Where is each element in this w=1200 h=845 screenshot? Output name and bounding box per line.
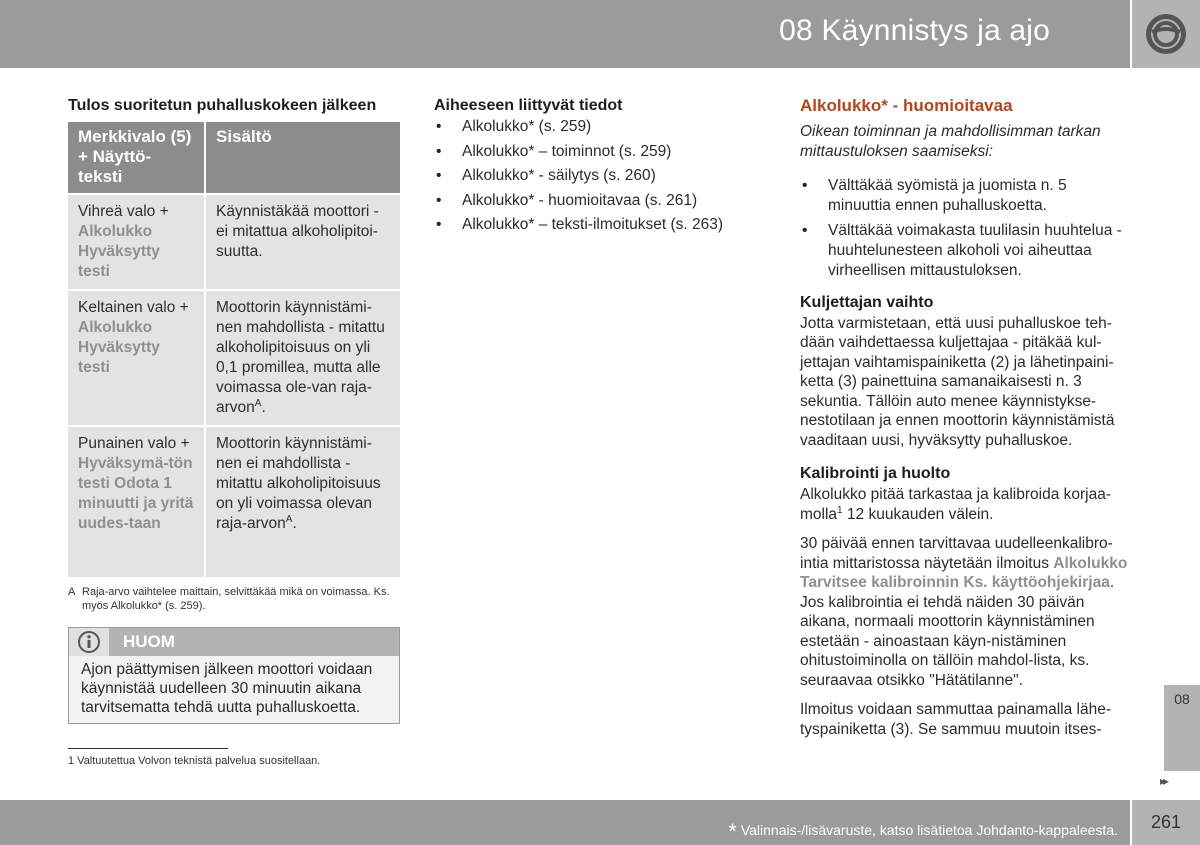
page-footer bbox=[0, 800, 1130, 845]
table-row bbox=[68, 194, 400, 290]
light-label: Vihreä valo + bbox=[78, 203, 169, 220]
page-footnote: 1 Valtuutettua Volvon teknistä palvelua suositellaan. bbox=[68, 755, 321, 767]
note-body: Ajon päättymisen jälkeen moottori voidaan käynnistää uudelleen 30 minuutin aikana tarvitsematta tehdä uutta puhalluskoetta. bbox=[69, 656, 399, 723]
chapter-title: 08 Käynnistys ja ajo bbox=[779, 14, 1050, 47]
calibration-text-tail: 12 kuukauden välein. bbox=[842, 505, 994, 523]
table-cell-light bbox=[68, 426, 205, 577]
related-heading: Aiheeseen liittyvät tiedot bbox=[434, 97, 623, 114]
footnote-divider bbox=[68, 748, 228, 749]
display-message: Alkolukko Tarvitsee kalibroinnin Ks. käyttöohjekirjaa bbox=[800, 554, 1128, 591]
related-link[interactable]: • Alkolukko* - huomioitavaa (s. 261) bbox=[434, 191, 764, 211]
result-table bbox=[68, 122, 400, 577]
related-link[interactable]: • Alkolukko* – toiminnot (s. 259) bbox=[434, 142, 764, 162]
list-item: • Välttäkää syömistä ja juomista n. 5 minuuttia ennen puhalluskoetta. bbox=[800, 176, 1132, 216]
page-number: 261 bbox=[1132, 800, 1200, 845]
calibration-heading: Kalibrointi ja huolto bbox=[800, 465, 951, 482]
content-text: Moottorin käynnistämi-nen ei mahdollista - mitattu alkoholipitoisuus on yli voimassa olevan raja-arvon bbox=[216, 435, 381, 532]
info-icon bbox=[69, 628, 109, 656]
notice-text: 30 päivää ennen tarvittavaa uudelleenkalibro-intia mittaristossa näytetään ilmoitus bbox=[800, 535, 1113, 572]
chapter-side-tab[interactable] bbox=[1164, 685, 1200, 771]
driver-change-heading: Kuljettajan vaihto bbox=[800, 293, 934, 311]
side-tab-label: 08 bbox=[1174, 691, 1190, 707]
driver-change-text: Jotta varmistetaan, että uusi puhalluskoe teh-dään vaihdettaessa kuljettajaa - pitäkää kul-jettajan vaihtamispainiketta (2) ja lähetinpaini-ketta (3) painettuina samanaikaisesti n. 3 sekuntia. Tällöin auto menee käynnistykse-nestotilaan ja ennen moottorin käynnistämistä vaaditaan uusi, hyväksytty puhalluskoe. bbox=[800, 314, 1115, 449]
page-header bbox=[0, 0, 1130, 68]
table-row bbox=[68, 290, 400, 426]
continue-arrows-icon: ▸▸ bbox=[1160, 774, 1167, 788]
steering-wheel-icon bbox=[1144, 12, 1188, 56]
note-header bbox=[69, 628, 399, 656]
list-item: • Välttäkää voimakasta tuulilasin huuhtelua - huuhtelunesteen alkoholi voi aiheuttaa virheellisen mittaustuloksen. bbox=[800, 221, 1132, 281]
table-footnote bbox=[68, 585, 400, 613]
content-tail: . bbox=[292, 515, 297, 532]
related-list bbox=[434, 117, 764, 235]
table-footnote-text: Raja-arvo vaihtelee maittain, selvittäkää mikä on voimassa. Ks. myös Alkolukko* (s. 259). bbox=[82, 586, 390, 612]
calibration-paragraph bbox=[800, 485, 1132, 524]
section-intro: Oikean toiminnan ja mahdollisimman tarkan mittaustuloksen saamiseksi: bbox=[800, 123, 1101, 160]
table-cell-light bbox=[68, 290, 205, 426]
table-cell-content bbox=[205, 290, 400, 426]
footnote-ref: A bbox=[254, 397, 262, 409]
content-text: Moottorin käynnistämi-nen mahdollista - mitattu alkoholipitoisuus on yli 0,1 promillea, mutta alle voimassa ole-van raja-arvon bbox=[216, 299, 385, 416]
table-cell-light bbox=[68, 194, 205, 290]
column-right bbox=[800, 96, 1132, 749]
column-left bbox=[68, 96, 400, 724]
calibration-text: Alkolukko pitää tarkastaa ja kalibroida korjaa-molla bbox=[800, 486, 1112, 523]
footnote-ref: 1 bbox=[837, 504, 843, 516]
related-link[interactable]: • Alkolukko* (s. 259) bbox=[434, 117, 764, 137]
calibration-notice-paragraph bbox=[800, 534, 1132, 690]
display-text: Hyväksymä-tön testi Odota 1 minuutti ja yritä uudes-taan bbox=[78, 455, 194, 532]
footer-text: Valinnais-/lisävaruste, katso lisätietoa Johdanto-kappaleesta. bbox=[740, 822, 1118, 838]
content-text: Käynnistäkää moottori - ei mitattua alkoholipitoi-suutta. bbox=[216, 203, 379, 260]
table-row bbox=[68, 426, 400, 577]
table-header-cell: Sisältö bbox=[205, 122, 400, 194]
related-link[interactable]: • Alkolukko* - säilytys (s. 260) bbox=[434, 166, 764, 186]
light-label: Keltainen valo + bbox=[78, 299, 189, 316]
table-header-row bbox=[68, 122, 400, 194]
column-middle bbox=[434, 96, 764, 240]
footnote-ref: A bbox=[285, 513, 293, 525]
table-heading: Tulos suoritetun puhalluskokeen jälkeen bbox=[68, 97, 377, 114]
note-title: HUOM bbox=[123, 632, 175, 651]
section-title: Alkolukko* - huomioitavaa bbox=[800, 96, 1013, 115]
notice-text-tail: . Jos kalibrointia ei tehdä näiden 30 päivän aikana, normaali moottorin käynnistäminen estetään - ainoastaan käyn-nistäminen ohitustoiminolla on tällöin mahdol-lista, ks. seuraavaa otsikko "Hätätilanne". bbox=[800, 574, 1115, 689]
note-box bbox=[68, 627, 400, 724]
table-footnote-mark: A bbox=[68, 586, 76, 598]
display-text: Alkolukko Hyväksytty testi bbox=[78, 319, 160, 376]
footer-note bbox=[728, 815, 1118, 844]
light-label: Punainen valo + bbox=[78, 435, 190, 452]
related-link[interactable]: • Alkolukko* – teksti-ilmoitukset (s. 263) bbox=[434, 215, 764, 235]
advice-list bbox=[800, 176, 1132, 281]
table-header-cell: Merkkivalo (5) + Näyttö-teksti bbox=[68, 122, 205, 194]
chapter-icon-box bbox=[1132, 0, 1200, 68]
dismiss-paragraph: Ilmoitus voidaan sammuttaa painamalla lähe-tyspainiketta (3). Se sammuu muutoin itses- bbox=[800, 701, 1112, 738]
display-text: Alkolukko Hyväksytty testi bbox=[78, 223, 160, 280]
content-tail: . bbox=[261, 399, 266, 416]
footer-star: * bbox=[728, 819, 737, 844]
table-cell-content bbox=[205, 194, 400, 290]
table-cell-content bbox=[205, 426, 400, 577]
